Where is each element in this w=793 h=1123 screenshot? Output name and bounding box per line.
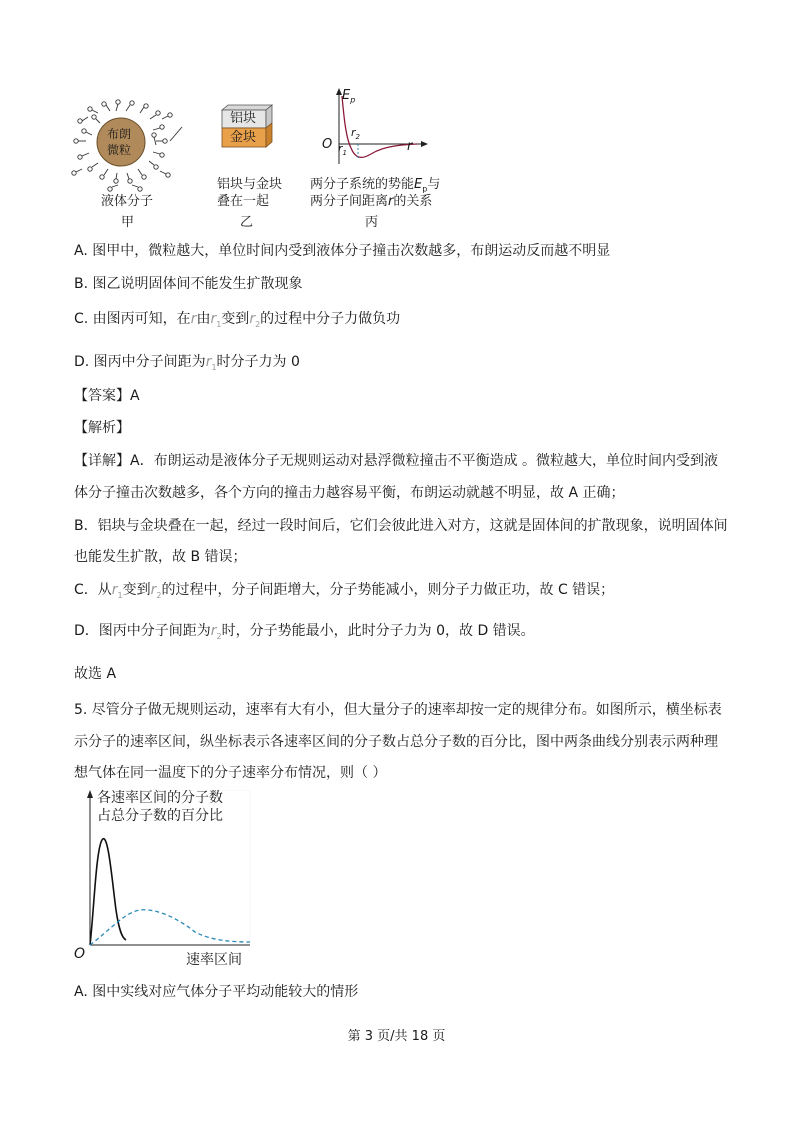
q5-option-a: A. 图中实线对应气体分子平均动能较大的情形 — [74, 984, 359, 1000]
figure-yi-caption-2: 叠在一起 — [217, 194, 270, 209]
detail-b-line-1: B．铝块与金块叠在一起，经过一段时间后，它们会彼此进入对方，这就是固体间的扩散现象，说明固体间 — [74, 518, 728, 534]
graph-ylabel-1: 各速率区间的分子数 — [97, 790, 223, 806]
choose-answer: 故选 A — [74, 666, 117, 682]
detail-b-line-2: 也能发生扩散，故 B 错误； — [74, 549, 247, 565]
figure-bing-caption-2: 两分子间距离r的关系 — [310, 194, 433, 209]
figure-bing-label: 丙 — [365, 215, 379, 230]
gold-block-label: 金块 — [230, 130, 257, 145]
graph-ylabel-2: 占总分子数的百分比 — [97, 808, 223, 824]
q5-line-1: 5. 尽管分子做无规则运动，速率有大有小，但大量分子的速率却按一定的规律分布。如图所示，横坐标表 — [74, 702, 722, 718]
origin-label: O — [322, 137, 333, 152]
ep-axis-label: $E_p$ — [342, 88, 356, 105]
analysis-label: 【解析】 — [74, 420, 130, 436]
detail-c: C．从$r_1$变到$r_2$的过程中，分子间距增大，分子势能减小，则分子力做正功，故 C 错误； — [74, 582, 615, 600]
page-footer: 第 3 页/共 18 页 — [347, 1029, 446, 1044]
option-b: B. 图乙说明固体间不能发生扩散现象 — [74, 276, 303, 292]
q5-line-3: 想气体在同一温度下的分子速率分布情况，则（ ） — [74, 765, 387, 781]
figure-jia-label: 甲 — [121, 215, 135, 230]
r2-label: $r_2$ — [351, 126, 360, 142]
detail-a-line-1: 【详解】A．布朗运动是液体分子无规则运动对悬浮微粒撞击不平衡造成 。微粒越大，单位时间内受到液 — [74, 453, 719, 469]
option-a: A. 图甲中，微粒越大，单位时间内受到液体分子撞击次数越多，布朗运动反而越不明显 — [74, 243, 611, 259]
brownian-particle-label-1: 布朗 — [107, 127, 132, 141]
figure-yi-label: 乙 — [240, 215, 254, 230]
answer: 【答案】A — [74, 388, 140, 404]
graph-xlabel: 速率区间 — [186, 952, 242, 968]
brownian-particle-label-2: 微粒 — [107, 143, 132, 157]
option-d: D. 图丙中分子间距为$r_1$时分子力为 0 — [74, 354, 300, 372]
r1-label: $r_1$ — [338, 142, 347, 158]
detail-a-line-2: 体分子撞击次数越多，各个方向的撞击力越容易平衡，布朗运动就越不明显，故 A 正确； — [74, 485, 625, 501]
graph-origin: O — [74, 946, 86, 962]
figure-bing-caption-1: 两分子系统的势能$E_p$与 — [310, 177, 441, 194]
figure-yi-caption-1: 铝块与金块 — [217, 177, 283, 192]
option-c: C. 由图丙可知，在r由$r_1$变到$r_2$的过程中分子力做负功 — [74, 311, 401, 329]
aluminum-block-label: 铝块 — [230, 111, 257, 126]
detail-d: D．图丙中分子间距为$r_2$时，分子势能最小，此时分子力为 0，故 D 错误。 — [74, 623, 535, 641]
q5-line-2: 示分子的速率区间，纵坐标表示各速率区间的分子数占总分子数的百分比，图中两条曲线分别表示两种理 — [74, 734, 718, 750]
figure-jia-caption: 液体分子 — [101, 194, 154, 209]
r-axis-label: r — [407, 139, 413, 154]
